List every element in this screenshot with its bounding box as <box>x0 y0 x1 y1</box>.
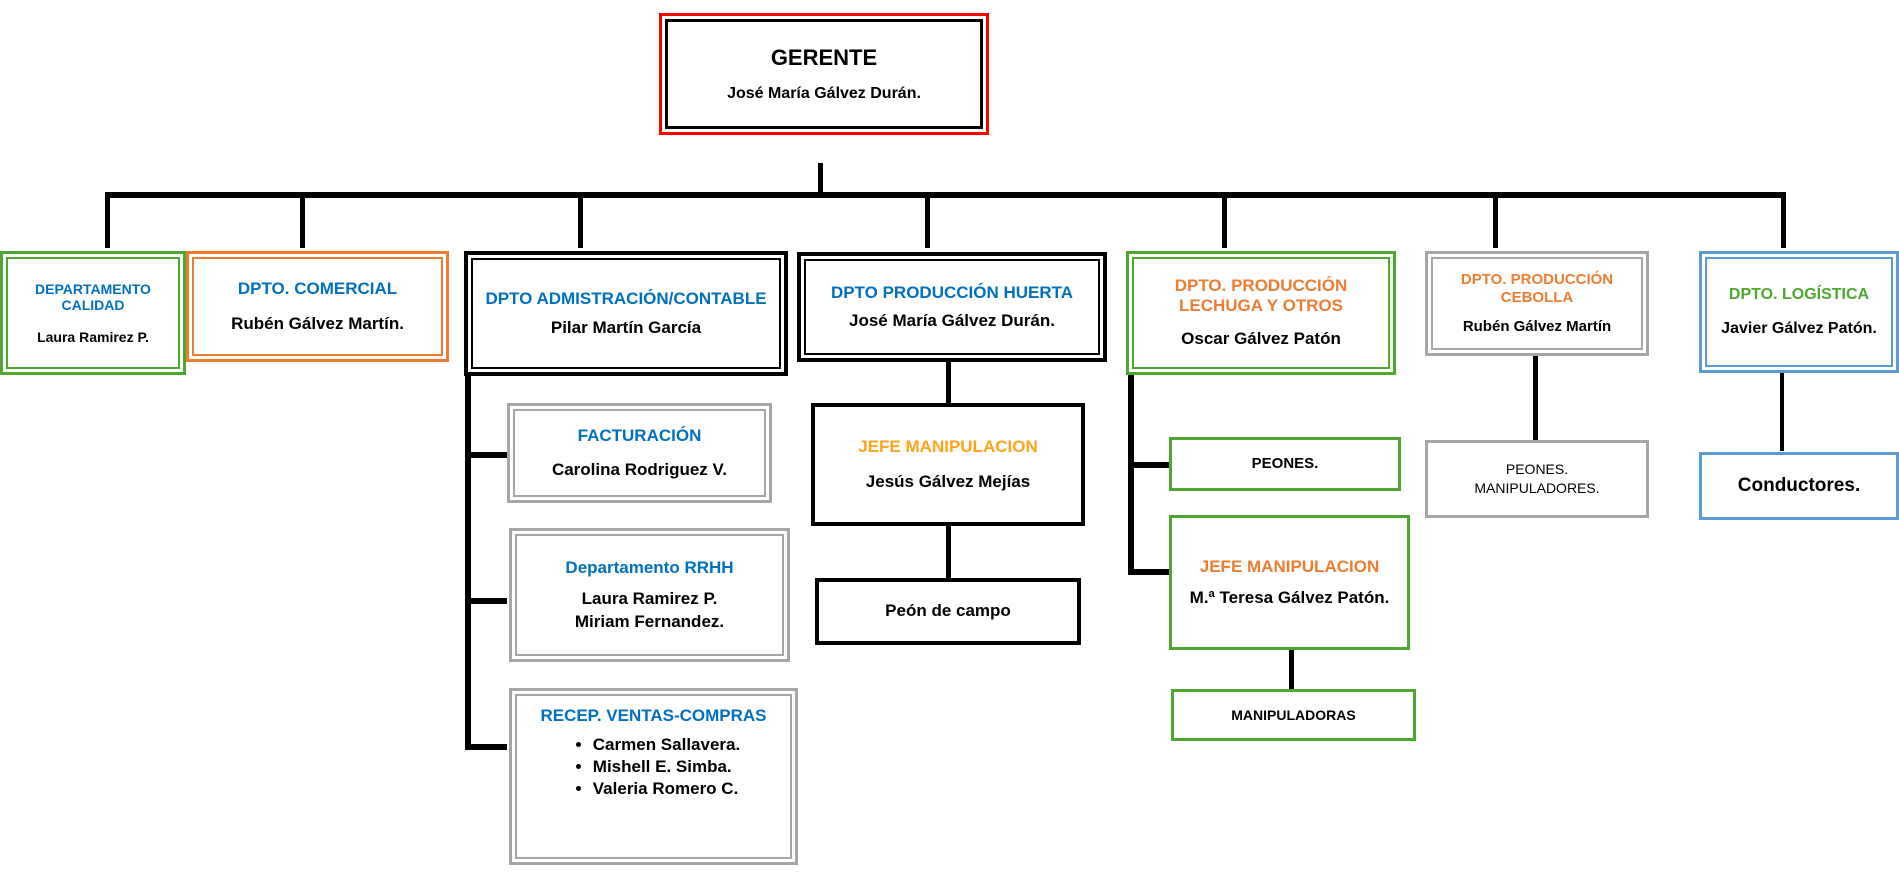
node-huerta-person: José María Gálvez Durán. <box>849 310 1055 330</box>
list-item: • Carmen Sallavera. <box>593 734 740 756</box>
connector-jefe-to-manipuladoras <box>1289 650 1294 693</box>
node-rrhh-title: Departamento RRHH <box>565 557 734 577</box>
node-jefe-manipulacion-lechuga-person: M.ª Teresa Gálvez Patón. <box>1189 588 1390 608</box>
node-peones-cebolla-line-2: MANIPULADORES. <box>1474 480 1600 496</box>
node-lechuga-person: Oscar Gálvez Patón <box>1181 329 1341 349</box>
connector-logistica-to-conductores <box>1780 373 1784 451</box>
node-rrhh-person-1: Laura Ramirez P. <box>581 589 718 609</box>
node-peones-lechuga-title: PEONES. <box>1251 455 1319 472</box>
node-administracion-title: DPTO ADMISTRACIÓN/CONTABLE <box>485 288 767 308</box>
node-lechuga-title: DPTO. PRODUCCIÓN LECHUGA Y OTROS <box>1174 276 1348 315</box>
connector-drop-lechuga <box>1222 192 1227 248</box>
node-facturacion-title: FACTURACIÓN <box>577 426 702 446</box>
node-logistica-title: DPTO. LOGÍSTICA <box>1728 286 1870 304</box>
node-gerente-title: GERENTE <box>770 44 878 70</box>
connector-gerente-down <box>818 163 823 195</box>
connector-admin-to-facturacion <box>465 452 507 458</box>
node-cebolla-person: Rubén Gálvez Martín <box>1462 317 1612 335</box>
connector-main-bus <box>105 192 1785 198</box>
node-peones-cebolla[interactable] <box>1425 440 1649 518</box>
node-jefe-manipulacion-huerta[interactable] <box>811 403 1085 526</box>
node-dpto-logistica[interactable] <box>1699 251 1899 373</box>
node-logistica-person: Javier Gálvez Patón. <box>1721 319 1877 337</box>
node-gerente-person: José María Gálvez Durán. <box>727 85 921 103</box>
node-dpto-comercial[interactable] <box>186 251 449 362</box>
connector-drop-administracion <box>578 192 583 248</box>
node-jefe-manipulacion-lechuga-title: JEFE MANIPULACION <box>1199 556 1380 576</box>
connector-admin-to-recep <box>465 744 507 750</box>
connector-drop-logistica <box>1781 192 1786 248</box>
node-conductores-title: Conductores. <box>1737 474 1861 496</box>
node-administracion-person: Pilar Martín García <box>550 318 702 338</box>
node-dpto-produccion-huerta[interactable] <box>797 252 1107 362</box>
node-conductores[interactable] <box>1699 452 1899 520</box>
connector-lechuga-to-jefe <box>1128 569 1170 575</box>
connector-jefe-to-peon <box>946 525 951 578</box>
node-peon-de-campo-title: Peón de campo <box>885 601 1011 621</box>
node-dpto-produccion-cebolla[interactable] <box>1425 251 1649 356</box>
node-comercial-title: DPTO. COMERCIAL <box>237 278 398 298</box>
node-jefe-manipulacion-huerta-person: Jesús Gálvez Mejías <box>865 472 1031 492</box>
node-rrhh-person-2: Miriam Fernandez. <box>574 611 725 631</box>
node-calidad-title: DEPARTAMENTO CALIDAD <box>35 280 151 313</box>
list-item: • Valeria Romero C. <box>593 778 740 800</box>
list-item: • Mishell E. Simba. <box>593 756 740 778</box>
node-facturacion-person: Carolina Rodriguez V. <box>551 459 728 479</box>
connector-lechuga-to-peones <box>1128 462 1170 468</box>
node-jefe-manipulacion-lechuga[interactable] <box>1169 515 1410 650</box>
node-peones-cebolla-line-1: PEONES. <box>1505 461 1569 478</box>
connector-admin-to-rrhh <box>465 598 507 604</box>
node-peones-lechuga[interactable] <box>1169 437 1401 491</box>
node-departamento-calidad[interactable] <box>0 251 186 375</box>
node-cebolla-title: DPTO. PRODUCCIÓN CEBOLLA <box>1460 271 1614 306</box>
connector-cebolla-to-peones <box>1533 356 1538 440</box>
node-departamento-rrhh[interactable] <box>509 528 790 662</box>
node-peon-de-campo[interactable] <box>815 578 1081 645</box>
node-huerta-title: DPTO PRODUCCIÓN HUERTA <box>830 283 1074 303</box>
node-facturacion[interactable] <box>507 403 772 503</box>
node-recep-people-list <box>567 734 740 800</box>
node-recep-ventas-compras[interactable] <box>509 688 798 865</box>
node-dpto-produccion-lechuga[interactable] <box>1126 251 1396 375</box>
connector-drop-calidad <box>105 192 110 248</box>
node-manipuladoras-title: MANIPULADORAS <box>1231 706 1356 723</box>
node-calidad-person: Laura Ramirez P. <box>37 328 149 345</box>
node-manipuladoras[interactable] <box>1171 689 1416 741</box>
node-comercial-person: Rubén Gálvez Martín. <box>231 314 404 334</box>
node-gerente[interactable] <box>659 13 989 135</box>
connector-drop-comercial <box>300 192 305 248</box>
connector-drop-cebolla <box>1493 192 1498 248</box>
connector-lechuga-spine <box>1128 375 1134 575</box>
node-jefe-manipulacion-huerta-title: JEFE MANIPULACION <box>858 436 1038 456</box>
node-dpto-administracion[interactable] <box>464 251 788 376</box>
connector-admin-spine <box>465 375 471 749</box>
connector-drop-huerta <box>925 192 930 248</box>
node-recep-title: RECEP. VENTAS-COMPRAS <box>540 706 767 725</box>
